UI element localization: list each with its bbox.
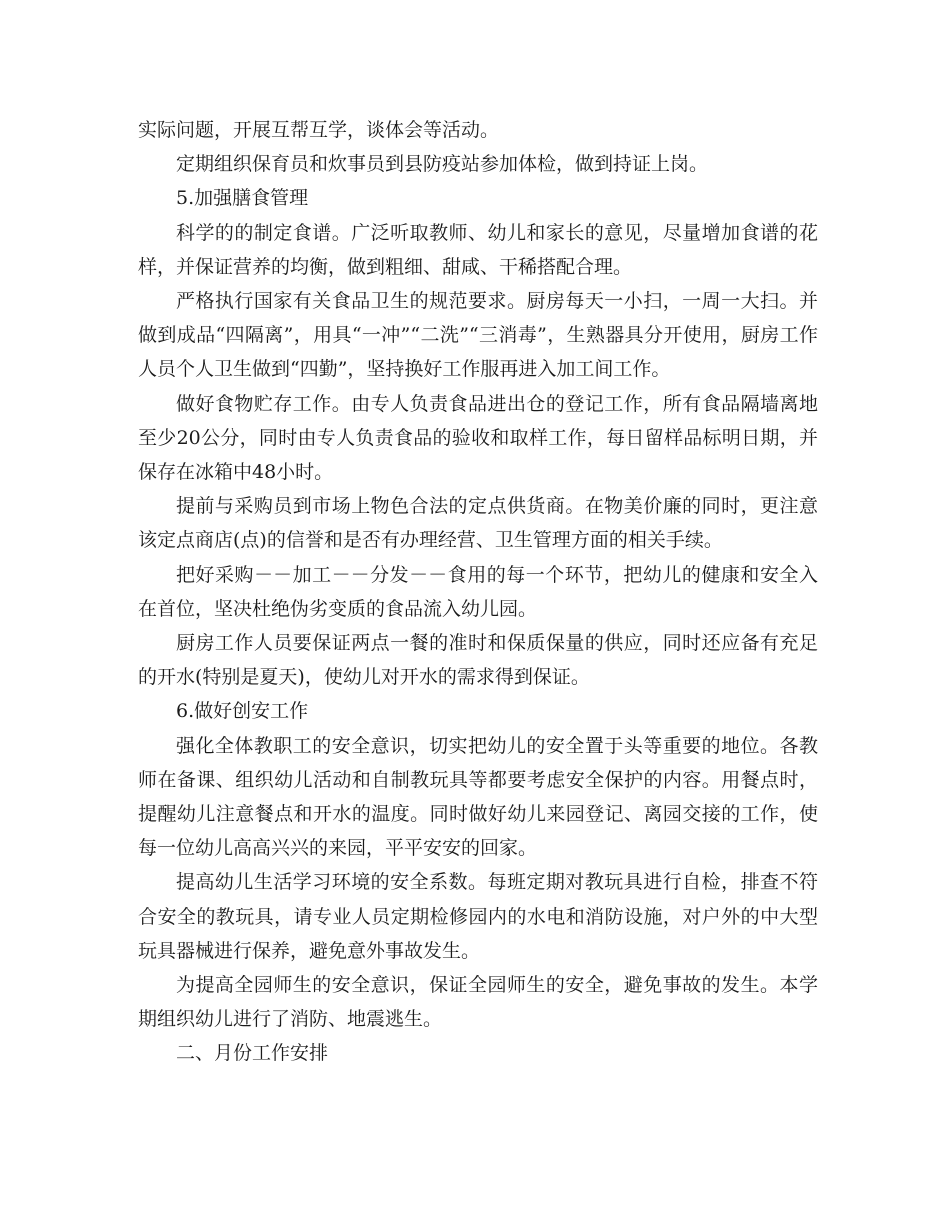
- paragraph: 做好食物贮存工作。由专人负责食品进出仓的登记工作，所有食品隔墙离地至少20公分，同时由专人负责食品的验收和取样工作，每日留样品标明日期，并保存在冰箱中48小时。: [138, 392, 818, 484]
- paragraph: 强化全体教职工的安全意识，切实把幼儿的安全置于头等重要的地位。各教师在备课、组织幼儿活动和自制教玩具等都要考虑安全保护的内容。用餐点时，提醒幼儿注意餐点和开水的温度。同时做好幼儿来园登记、离园交接的工作，使每一位幼儿高高兴兴的来园，平平安安的回家。: [138, 734, 818, 860]
- section-heading: 5.加强膳食管理: [176, 187, 309, 210]
- paragraph: 定期组织保育员和炊事员到县防疫站参加体检，做到持证上岗。: [176, 153, 709, 176]
- document-body: [138, 113, 818, 1071]
- paragraph: 为提高全园师生的安全意识，保证全园师生的安全，避免事故的发生。本学期组织幼儿进行了消防、地震逃生。: [138, 974, 818, 1031]
- paragraph: 厨房工作人员要保证两点一餐的准时和保质保量的供应，同时还应备有充足的开水(特别是夏天)，使幼儿对开水的需求得到保证。: [138, 632, 818, 689]
- paragraph: 提前与采购员到市场上物色合法的定点供货商。在物美价廉的同时，更注意该定点商店(点)的信誉和是否有办理经营、卫生管理方面的相关手续。: [138, 495, 818, 552]
- paragraph: 把好采购－－加工－－分发－－食用的每一个环节，把幼儿的健康和安全入在首位，坚决杜绝伪劣变质的食品流入幼儿园。: [138, 563, 818, 620]
- paragraph: 提高幼儿生活学习环境的安全系数。每班定期对教玩具进行自检，排查不符合安全的教玩具，请专业人员定期检修园内的水电和消防设施，对户外的中大型玩具器械进行保养，避免意外事故发生。: [138, 871, 818, 962]
- paragraph: 科学的的制定食谱。广泛听取教师、幼儿和家长的意见，尽量增加食谱的花样，并保证营养的均衡，做到粗细、甜咸、干稀搭配合理。: [138, 221, 818, 278]
- paragraph-continuation: 实际问题，开展互帮互学，谈体会等活动。: [138, 119, 500, 141]
- section-heading: 二、月份工作安排: [176, 1042, 329, 1065]
- paragraph: 严格执行国家有关食品卫生的规范要求。厨房每天一小扫，一周一大扫。并做到成品“四隔离”，用具“一冲”“二洗”“三消毒”，生熟器具分开使用，厨房工作人员个人卫生做到“四勤”，坚持换好工作服再进入加工间工作。: [138, 290, 818, 381]
- section-heading: 6.做好创安工作: [176, 700, 309, 723]
